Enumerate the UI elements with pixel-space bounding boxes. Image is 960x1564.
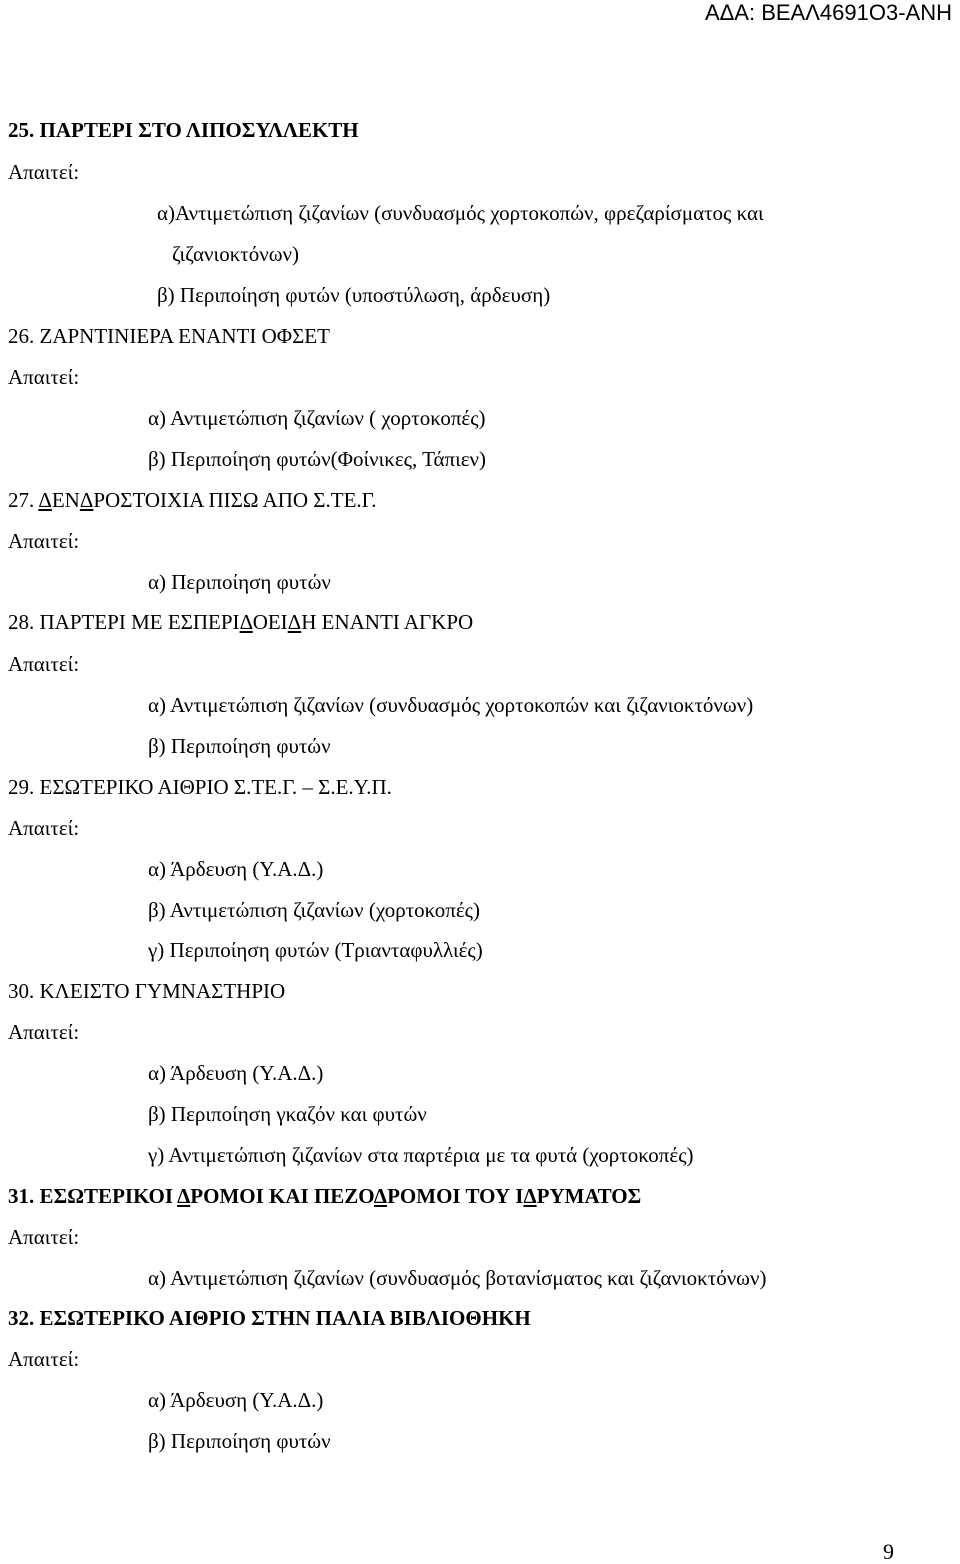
- page-number: 9: [883, 1539, 894, 1564]
- section-title-29: 29. ΕΣΩΤΕΡΙΚΟ ΑΙΘΡΙΟ Σ.ΤΕ.Γ. – Σ.Ε.Υ.Π.: [8, 775, 392, 799]
- requirement-item: γ) Περιποίηση φυτών (Τριανταφυλλιές): [148, 938, 483, 962]
- section-title-28: 28. ΠΑΡΤΕΡΙ ΜΕ ΕΣΠΕΡΙΔΟΕΙΔΗ ΕΝΑΝΤΙ ΑΓΚΡΟ: [8, 610, 474, 634]
- requirement-item: β) Περιποίηση γκαζόν και φυτών: [148, 1102, 427, 1126]
- requires-label: Απαιτεί:: [8, 816, 80, 840]
- requirement-item: α) Άρδευση (Υ.Α.Δ.): [148, 857, 324, 881]
- requirement-item: β) Περιποίηση φυτών: [148, 1429, 331, 1453]
- requirement-item: ζιζανιοκτόνων): [172, 242, 300, 266]
- requires-label: Απαιτεί:: [8, 160, 80, 184]
- requires-label: Απαιτεί:: [8, 529, 80, 553]
- requires-label: Απαιτεί:: [8, 652, 80, 676]
- requirement-item: β) Περιποίηση φυτών (υποστύλωση, άρδευση): [157, 283, 551, 307]
- requires-label: Απαιτεί:: [8, 1347, 80, 1371]
- section-title-32: 32. ΕΣΩΤΕΡΙΚΟ ΑΙΘΡΙΟ ΣΤΗΝ ΠΑΛΙΑ ΒΙΒΛΙΟΘΗΚΗ: [8, 1306, 531, 1330]
- requirement-item: α) Αντιμετώπιση ζιζανίων ( χορτοκοπές): [148, 406, 486, 430]
- requirement-item: β) Περιποίηση φυτών(Φοίνικες, Τάπιεν): [148, 447, 487, 471]
- requirement-item: α)Αντιμετώπιση ζιζανίων (συνδυασμός χορτοκοπών, φρεζαρίσματος και: [157, 201, 764, 225]
- requirement-item: γ) Αντιμετώπιση ζιζανίων στα παρτέρια με τα φυτά (χορτοκοπές): [148, 1143, 694, 1167]
- requirement-item: α) Περιποίηση φυτών: [148, 570, 331, 594]
- section-title-27: 27. ΔΕΝΔΡΟΣΤΟΙΧΙΑ ΠΙΣΩ ΑΠΟ Σ.ΤΕ.Γ.: [8, 488, 377, 512]
- ada-identifier: ΑΔΑ: ΒΕΑΛ4691Ο3-ΑΝΗ: [704, 0, 952, 25]
- section-title-30: 30. ΚΛΕΙΣΤΟ ΓΥΜΝΑΣΤΗΡΙΟ: [8, 979, 286, 1003]
- requires-label: Απαιτεί:: [8, 365, 80, 389]
- requires-label: Απαιτεί:: [8, 1225, 80, 1249]
- section-title-25: 25. ΠΑΡΤΕΡΙ ΣΤΟ ΛΙΠΟΣΥΛΛΕΚΤΗ: [8, 118, 359, 142]
- requirement-item: β) Περιποίηση φυτών: [148, 734, 331, 758]
- requirement-item: α) Αντιμετώπιση ζιζανίων (συνδυασμός χορτοκοπών και ζιζανιοκτόνων): [148, 693, 754, 717]
- section-title-31: 31. ΕΣΩΤΕΡΙΚΟΙ ΔΡΟΜΟΙ ΚΑΙ ΠΕΖΟΔΡΟΜΟΙ ΤΟΥ ΙΔΡΥΜΑΤΟΣ: [8, 1184, 642, 1208]
- requirement-item: β) Αντιμετώπιση ζιζανίων (χορτοκοπές): [148, 898, 480, 922]
- requires-label: Απαιτεί:: [8, 1020, 80, 1044]
- requirement-item: α) Άρδευση (Υ.Α.Δ.): [148, 1388, 324, 1412]
- requirement-item: α) Αντιμετώπιση ζιζανίων (συνδυασμός βοτανίσματος και ζιζανιοκτόνων): [148, 1266, 767, 1290]
- requirement-item: α) Άρδευση (Υ.Α.Δ.): [148, 1061, 324, 1085]
- section-title-26: 26. ΖΑΡΝΤΙΝΙΕΡΑ ΕΝΑΝΤΙ ΟΦΣΕΤ: [8, 324, 330, 348]
